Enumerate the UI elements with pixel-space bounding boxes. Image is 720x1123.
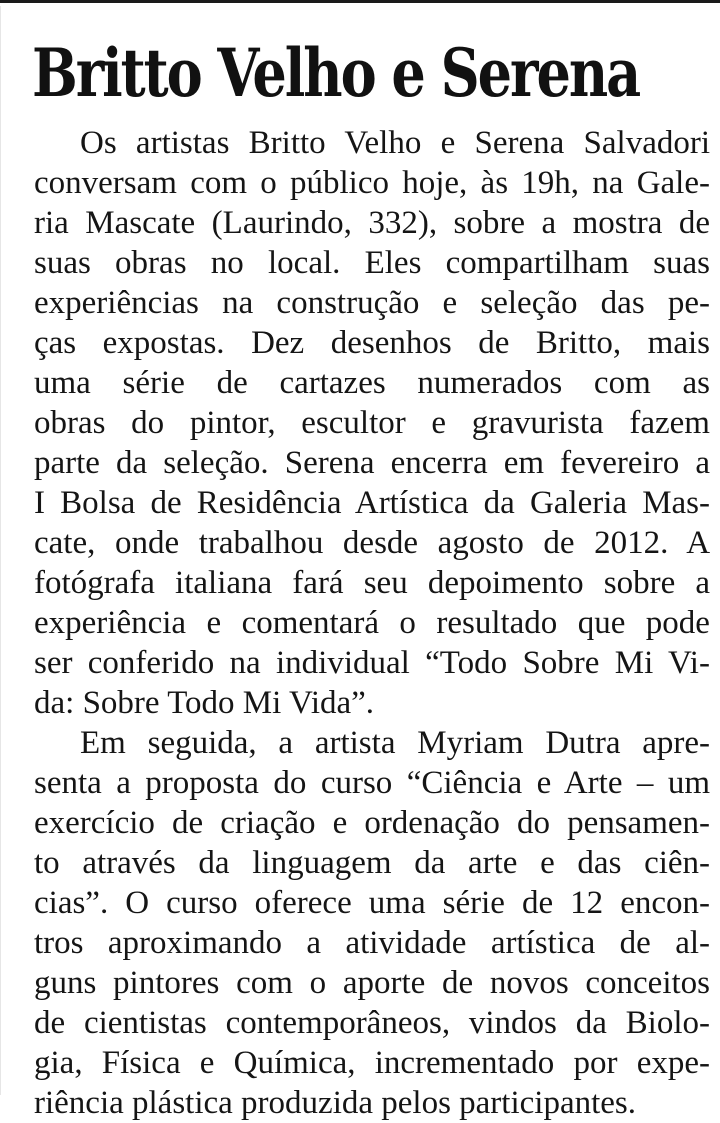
text-line: de cientistas contemporâneos, vindos da Biolo- <box>34 1005 710 1041</box>
text-line: senta a proposta do curso “Ciência e Arte – um <box>34 765 711 801</box>
text-line: to através da linguagem da arte e das ciên- <box>34 845 711 881</box>
text-line: experiência e comentará o resultado que pode <box>34 605 710 641</box>
text-line: riência plástica produzida pelos participantes. <box>34 1085 637 1121</box>
headline: Britto Velho e Serena <box>32 34 640 112</box>
article-body <box>34 123 710 1123</box>
text-line: ria Mascate (Laurindo, 332), sobre a mostra de <box>34 205 710 241</box>
text-line: da: Sobre Todo Mi Vida”. <box>34 685 375 721</box>
clipping-edge <box>0 6 1 1095</box>
text-line: experiências na construção e seleção das pe- <box>34 285 711 321</box>
text-line: exercício de criação e ordenação do pensamen- <box>34 805 711 841</box>
paragraph-2 <box>34 723 710 1123</box>
text-line: uma série de cartazes numerados com as <box>34 365 710 401</box>
text-line: guns pintores com o aporte de novos conceitos <box>34 965 711 1001</box>
text-line: ças expostas. Dez desenhos de Britto, mais <box>34 325 710 361</box>
text-line: suas obras no local. Eles compartilham suas <box>34 245 710 281</box>
text-line: gia, Física e Química, incrementado por expe- <box>34 1045 710 1081</box>
text-line: Em seguida, a artista Myriam Dutra apre- <box>80 725 711 761</box>
text-line: fotógrafa italiana fará seu depoimento sobre a <box>34 565 711 601</box>
text-line: ser conferido na individual “Todo Sobre Mi Vi- <box>34 645 710 681</box>
paragraph-1 <box>34 123 710 723</box>
text-line: Os artistas Britto Velho e Serena Salvadori <box>80 125 711 161</box>
text-line: tros aproximando a atividade artística de al- <box>34 925 711 961</box>
text-line: conversam com o público hoje, às 19h, na Gale- <box>34 165 710 201</box>
text-line: parte da seleção. Serena encerra em fevereiro a <box>34 445 710 481</box>
text-line: I Bolsa de Residência Artística da Galeria Mas- <box>34 485 711 521</box>
text-line: cias”. O curso oferece uma série de 12 encon- <box>34 885 711 921</box>
text-line: obras do pintor, escultor e gravurista fazem <box>34 405 710 441</box>
text-line: cate, onde trabalhou desde agosto de 2012. A <box>34 525 711 561</box>
